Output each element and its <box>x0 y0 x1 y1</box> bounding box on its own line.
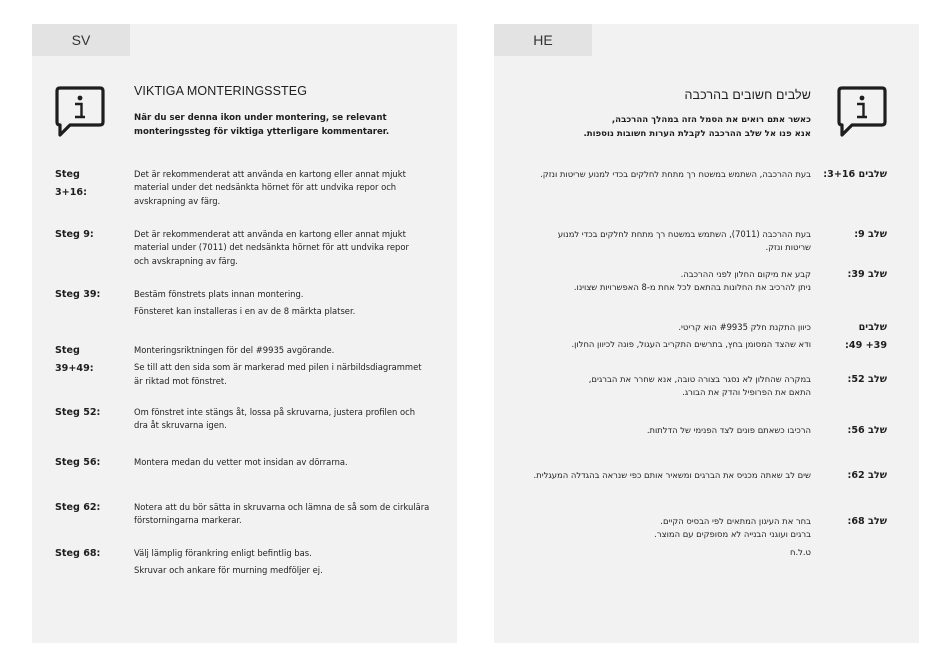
step-label-line: שלבים 3+16: <box>823 169 887 180</box>
step-text-line: är riktad mot fönstret. <box>134 375 227 386</box>
step-paragraph <box>511 424 811 437</box>
step-description <box>134 406 434 433</box>
step-text-line: התאם את הפרופיל והדק את הבורג. <box>682 387 811 398</box>
step-label <box>825 371 887 389</box>
step-paragraph <box>511 373 811 400</box>
intro-text <box>134 111 434 139</box>
step-description <box>511 168 811 181</box>
step-paragraph <box>134 501 434 528</box>
intro-line: כאשר אתם רואים את הסמל הזה במהלך ההרכבה, <box>611 115 811 125</box>
step-label-line: שלב 52: <box>847 374 887 385</box>
step-description <box>511 321 811 352</box>
step-paragraph <box>134 344 434 357</box>
step-label-line: Steg 9: <box>55 229 94 240</box>
step-paragraph <box>511 469 811 482</box>
step-text-line: שריטות ונזק. <box>765 242 811 253</box>
step-label-line: Steg 52: <box>55 407 101 418</box>
step-text-line: כיוון התקנת חלק #9935 הוא קריטי. <box>678 322 811 332</box>
step-text-line: ברגים ועוגני הבנייה לא מסופקים עם המוצר. <box>654 529 811 540</box>
language-tab-sv: SV <box>32 24 130 56</box>
step-label-line: Steg 68: <box>55 548 101 559</box>
step-text-line: בעת ההרכבה (7011), השתמש במשטח רך מתחת לחלקים בכדי למנוע <box>557 229 811 239</box>
step-label <box>825 513 887 531</box>
swedish-panel <box>32 24 457 643</box>
step-text-line: och avskrapning av färg. <box>134 255 238 266</box>
step-label-line: Steg <box>55 345 80 356</box>
step-label <box>55 454 100 472</box>
intro-line: monteringssteg för viktiga ytterligare kommentarer. <box>134 127 390 137</box>
step-text-line: ט.ל.ח <box>790 546 811 557</box>
step-label <box>55 499 100 517</box>
step-label <box>825 319 887 355</box>
step-paragraph <box>134 406 434 433</box>
step-description <box>511 469 811 482</box>
step-text-line: בחר את העיגון המתאים לפי הבסיס הקיים. <box>660 516 811 526</box>
step-text-line: שים לב שאתה מכניס את הברגים ומשאיר אותם כפי שנראה בהגדלה המעגלית. <box>533 470 811 480</box>
step-paragraph <box>134 305 434 318</box>
step-description <box>511 515 811 559</box>
step-text-line: Notera att du bör sätta in skruvarna och lämna de så som de cirkulära <box>134 502 430 512</box>
step-text-line: material under det nedsänkta hörnet för att undvika repor och <box>134 182 397 193</box>
step-label-line: Steg 56: <box>55 457 101 468</box>
step-text-line: Skruvar och ankare för murning medföljer ej. <box>134 565 323 576</box>
step-text-line: avskrapning av färg. <box>134 195 221 206</box>
step-description <box>134 228 434 268</box>
step-label-line: שלב 68: <box>847 516 887 527</box>
step-label <box>55 545 100 563</box>
info-speech-bubble-icon <box>836 84 888 140</box>
info-speech-bubble-icon <box>54 84 106 140</box>
step-paragraph <box>511 168 811 181</box>
step-description <box>511 373 811 400</box>
intro-line: אנא פנו אל שלב ההרכבה לקבלת הערות חשובות נוספות. <box>583 129 811 139</box>
step-label-line: שלב 39: <box>847 269 887 280</box>
step-label <box>55 226 94 244</box>
step-label <box>825 467 887 485</box>
step-label <box>55 404 100 422</box>
step-paragraph <box>134 456 434 469</box>
step-paragraph <box>511 515 811 542</box>
step-label <box>55 166 87 202</box>
step-label-line: 39+ 49: <box>845 340 887 351</box>
step-paragraph <box>511 338 811 351</box>
intro-line: När du ser denna ikon under montering, se relevant <box>134 113 387 123</box>
step-paragraph <box>511 268 811 295</box>
step-label-line: שלב 56: <box>847 425 887 436</box>
step-label <box>55 342 94 378</box>
step-description <box>511 228 811 255</box>
step-description <box>134 501 434 528</box>
step-label <box>825 226 887 244</box>
step-description <box>134 344 434 388</box>
step-paragraph <box>134 168 434 208</box>
step-paragraph <box>134 547 434 560</box>
step-text-line: בעת ההרכבה, השתמש במשטח רך מתחת לחלקים בכדי למנוע שריטות ונזק. <box>540 169 811 179</box>
step-text-line: Om fönstret inte stängs åt, lossa på skruvarna, justera profilen och <box>134 407 416 417</box>
step-label <box>825 422 887 440</box>
step-label <box>825 266 887 284</box>
step-description <box>134 547 434 578</box>
step-text-line: Välj lämplig förankring enligt befintlig bas. <box>134 548 312 558</box>
step-description <box>134 288 434 319</box>
step-text-line: Det är rekommenderat att använda en kartong eller annat mjukt <box>134 229 406 239</box>
hebrew-panel <box>494 24 919 643</box>
step-text-line: material under (7011) det nedsänkta hörnet för att undvika repor <box>134 242 409 253</box>
step-text-line: הרכיבו כשאתם פונים לצד הפנימי של הדלתות. <box>646 425 811 435</box>
step-text-line: במקרה שהחלון לא נסגר בצורה טובה, אנא שחרר את הברגים, <box>588 374 811 384</box>
step-description <box>134 456 434 469</box>
step-text-line: Fönsteret kan installeras i en av de 8 märkta platser. <box>134 306 356 317</box>
step-text-line: Monteringsriktningen för del #9935 avgörande. <box>134 345 335 355</box>
section-heading: שלבים חשובים בהרכבה <box>684 88 811 102</box>
section-heading: VIKTIGA MONTERINGSSTEG <box>134 84 308 98</box>
step-label-line: 3+16: <box>55 187 87 198</box>
step-label-line: שלב 62: <box>847 470 887 481</box>
step-paragraph <box>134 228 434 268</box>
step-description <box>511 268 811 295</box>
step-paragraph <box>134 361 434 388</box>
step-label-line: Steg <box>55 169 80 180</box>
step-label-line: שלבים <box>858 322 887 333</box>
step-label <box>55 286 100 304</box>
step-paragraph <box>511 321 811 334</box>
step-description <box>511 424 811 437</box>
step-label <box>825 166 887 184</box>
step-text-line: förstorningarna markerar. <box>134 515 242 526</box>
step-text-line: ניתן להרכיב את החלונות בהתאם לכל אחת מ-8 האפשרויות שצוינו. <box>573 282 811 293</box>
step-description <box>134 168 434 208</box>
step-text-line: Se till att den sida som är markerad med pilen i närbildsdiagrammet <box>134 362 422 373</box>
step-paragraph <box>511 228 811 255</box>
step-text-line: קבע את מיקום החלון לפני ההרכבה. <box>680 269 811 279</box>
step-paragraph <box>134 288 434 301</box>
intro-text <box>511 113 811 141</box>
step-label-line: שלב 9: <box>854 229 887 240</box>
step-paragraph <box>511 546 811 559</box>
step-paragraph <box>134 564 434 577</box>
step-text-line: dra åt skruvarna igen. <box>134 420 227 431</box>
step-text-line: Montera medan du vetter mot insidan av dörrarna. <box>134 457 348 467</box>
step-label-line: Steg 62: <box>55 502 101 513</box>
step-text-line: Bestäm fönstrets plats innan montering. <box>134 289 304 299</box>
step-text-line: ודא שהצד המסומן בחץ, בתרשים התקריב העגול, פונה לכיוון החלון. <box>571 339 811 350</box>
step-text-line: Det är rekommenderat att använda en kartong eller annat mjukt <box>134 169 406 179</box>
step-label-line: Steg 39: <box>55 289 101 300</box>
language-tab-he: HE <box>494 24 592 56</box>
step-label-line: 39+49: <box>55 363 94 374</box>
